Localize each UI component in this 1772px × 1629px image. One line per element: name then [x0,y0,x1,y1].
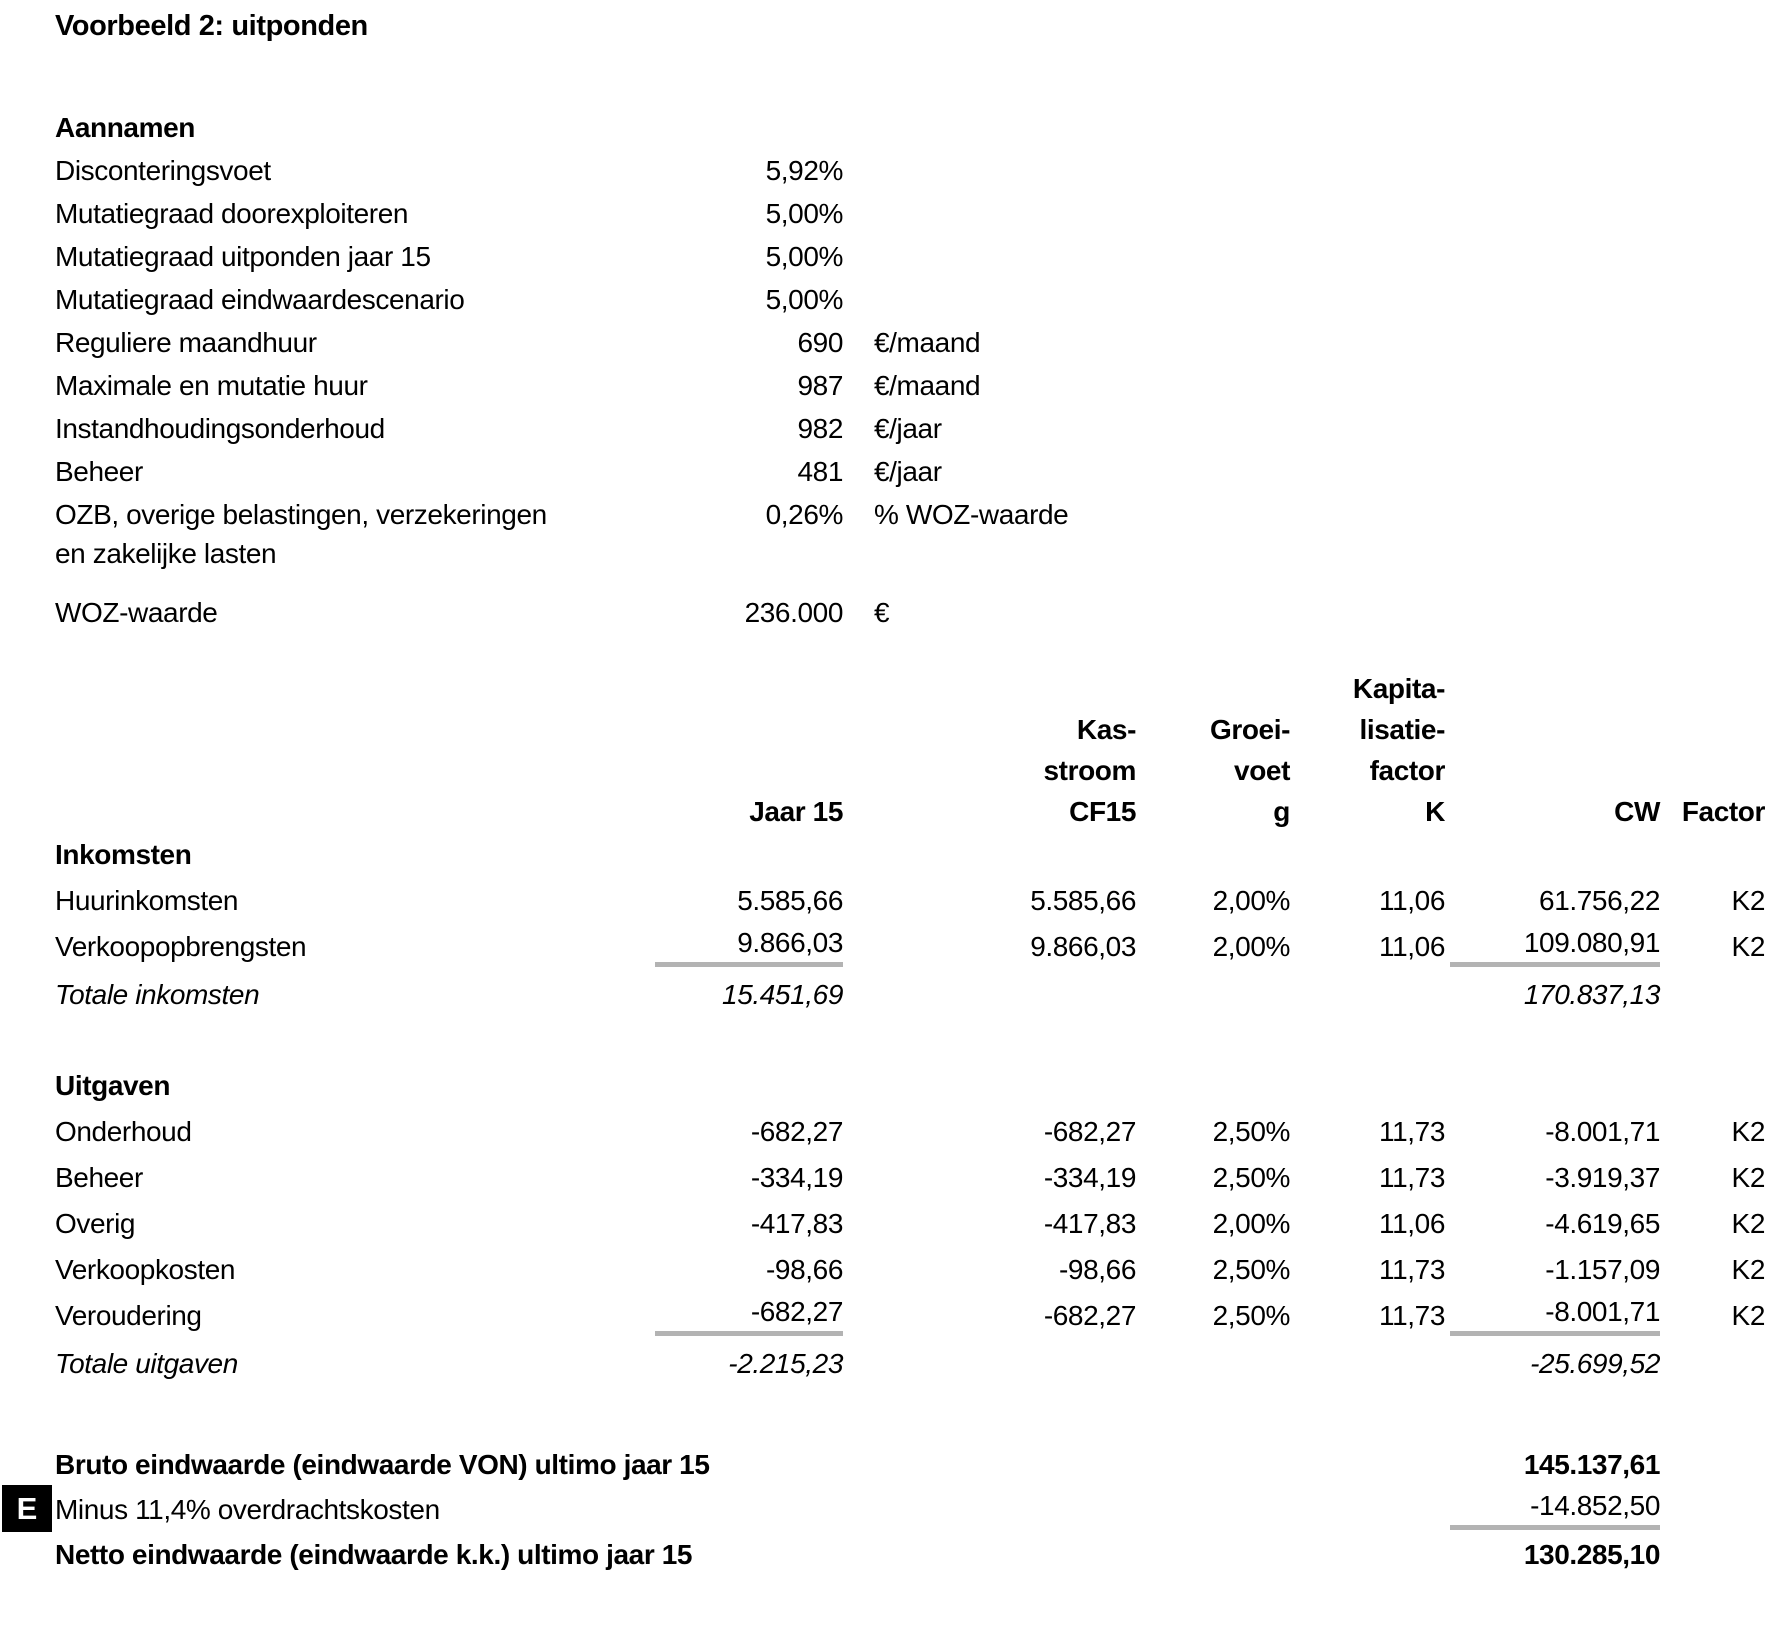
cell-factor: K2 [1731,1208,1765,1239]
cell-g: 2,00% [1212,931,1290,962]
expenses-total-row [55,1339,1765,1388]
cell-jaar15: 9.866,03 [655,927,843,967]
assumption-label: Maximale en mutatie huur [55,369,368,401]
assumption-unit: €/jaar [874,412,942,444]
cell-cw: -4.619,65 [1545,1208,1660,1239]
row-label: Verkoopopbrengsten [55,931,307,962]
row-label: Veroudering [55,1300,202,1331]
summary-label: Minus 11,4% overdrachtskosten [55,1493,440,1525]
assumption-value: 690 [797,326,843,358]
assumption-value: 987 [797,369,843,401]
table-row [55,878,1765,924]
assumption-value: 982 [797,412,843,444]
assumption-label: OZB, overige belastingen, verzekeringen [55,498,547,530]
row-label: Beheer [55,1162,143,1193]
header-groeivoet-2: voet [1234,754,1290,786]
header-g: g [1273,795,1290,827]
cell-factor: K2 [1731,885,1765,916]
total-cw: -25.699,52 [1530,1347,1660,1379]
assumption-label: Reguliere maandhuur [55,326,317,358]
cell-k: 11,06 [1379,885,1445,916]
row-label: Huurinkomsten [55,885,239,916]
annotation-marker-e: E [2,1485,52,1532]
header-cf15: CF15 [1069,795,1136,827]
header-cw: CW [1614,795,1660,827]
cell-factor: K2 [1731,1300,1765,1331]
cell-k: 11,73 [1379,1116,1445,1147]
assumption-row [55,407,1765,450]
spacer [55,52,1765,106]
table-row [55,1155,1765,1201]
cell-k: 11,73 [1379,1300,1445,1331]
cell-g: 2,50% [1212,1116,1290,1147]
spacer [55,634,1765,668]
cell-factor: K2 [1731,931,1765,962]
assumption-row [55,278,1765,321]
header-kasstroom-2: stroom [1043,754,1136,786]
table-row [55,1247,1765,1293]
assumption-unit: €/jaar [874,455,942,487]
summary-label: Netto eindwaarde (eindwaarde k.k.) ultimo jaar 15 [55,1538,693,1570]
summary-value: 145.137,61 [1523,1448,1660,1480]
row-label: Verkoopkosten [55,1254,236,1285]
woz-unit: € [874,596,890,628]
header-kapitalisatie-2: lisatie- [1359,713,1445,745]
assumption-row [55,321,1765,364]
total-jaar15: 15.451,69 [722,978,843,1010]
header-kapitalisatie-1: Kapita- [1352,672,1445,704]
cell-cf15: -682,27 [1043,1116,1136,1147]
assumption-row [55,235,1765,278]
assumption-row [55,493,1765,536]
summary-value: 130.285,10 [1523,1538,1660,1570]
table-header-line2 [55,709,1765,750]
cell-jaar15: -334,19 [750,1162,843,1193]
cell-g: 2,50% [1212,1254,1290,1285]
assumption-unit: €/maand [874,369,981,401]
table-header-line3 [55,750,1765,791]
table-row [55,1293,1765,1339]
cell-cw: -3.919,37 [1545,1162,1660,1193]
row-label: Onderhoud [55,1116,192,1147]
cell-k: 11,73 [1379,1254,1445,1285]
cell-factor: K2 [1731,1162,1765,1193]
assumption-value: 5,00% [765,240,843,272]
assumption-value: 0,26% [765,498,843,530]
cell-k: 11,06 [1379,931,1445,962]
cell-cf15: 9.866,03 [1030,931,1136,962]
row-label: Overig [55,1208,136,1239]
summary-row-minus [16,1487,1765,1532]
assumption-row [55,450,1765,493]
cell-jaar15: -98,66 [766,1254,843,1285]
assumption-value: 481 [797,455,843,487]
cell-jaar15: -682,27 [655,1296,843,1336]
page-title: Voorbeeld 2: uitponden [55,10,368,42]
cell-g: 2,50% [1212,1162,1290,1193]
cell-factor: K2 [1731,1116,1765,1147]
table-row [55,1201,1765,1247]
assumption-label: Mutatiegraad eindwaardescenario [55,283,465,315]
cell-k: 11,73 [1379,1162,1445,1193]
cell-g: 2,00% [1212,885,1290,916]
woz-label: WOZ-waarde [55,596,218,628]
cell-jaar15: 5.585,66 [737,885,843,916]
header-groeivoet-1: Groei- [1209,713,1290,745]
summary-row-bruto [55,1442,1765,1487]
header-kapitalisatie-3: factor [1369,754,1445,786]
assumption-unit: % WOZ-waarde [874,498,1069,530]
assumption-row [55,149,1765,192]
table-row [55,924,1765,970]
income-total-row [55,970,1765,1019]
assumption-label: Instandhoudingsonderhoud [55,412,385,444]
cell-cw: -8.001,71 [1545,1116,1660,1147]
header-k: K [1425,795,1445,827]
cell-g: 2,50% [1212,1300,1290,1331]
assumption-label: Mutatiegraad doorexploiteren [55,197,409,229]
total-label: Totale inkomsten [55,978,260,1010]
total-label: Totale uitgaven [55,1347,238,1379]
assumption-label: Mutatiegraad uitponden jaar 15 [55,240,431,272]
cell-cf15: -334,19 [1043,1162,1136,1193]
assumption-label: Disconteringsvoet [55,154,271,186]
assumption-row [55,364,1765,407]
cell-cf15: 5.585,66 [1030,885,1136,916]
cell-k: 11,06 [1379,1208,1445,1239]
cell-g: 2,00% [1212,1208,1290,1239]
woz-value: 236.000 [744,596,843,628]
expenses-section [55,1063,1765,1109]
cell-cf15: -682,27 [1043,1300,1136,1331]
summary-row-netto [55,1532,1765,1577]
header-jaar15: Jaar 15 [749,795,843,827]
cell-cw: -1.157,09 [1545,1254,1660,1285]
cell-cw: 61.756,22 [1539,885,1660,916]
cell-cf15: -417,83 [1043,1208,1136,1239]
table-header-line4 [55,791,1765,832]
assumption-row [55,192,1765,235]
summary-label: Bruto eindwaarde (eindwaarde VON) ultimo jaar 15 [55,1448,710,1480]
assumption-value: 5,92% [765,154,843,186]
assumption-value: 5,00% [765,197,843,229]
assumption-label-line2: en zakelijke lasten [55,538,277,569]
income-section [55,832,1765,878]
spacer [55,1388,1765,1442]
assumptions-heading: Aannamen [55,112,195,143]
cell-jaar15: -682,27 [750,1116,843,1147]
header-kasstroom-1: Kas- [1076,713,1136,745]
cell-jaar15: -417,83 [750,1208,843,1239]
cell-cf15: -98,66 [1059,1254,1136,1285]
cell-cw: -8.001,71 [1450,1296,1660,1336]
cell-cw: 109.080,91 [1450,927,1660,967]
assumption-label: Beheer [55,455,143,487]
summary-value: -14.852,50 [1450,1490,1660,1530]
cell-factor: K2 [1731,1254,1765,1285]
assumption-unit: €/maand [874,326,981,358]
spacer [55,579,1765,591]
income-heading: Inkomsten [55,839,192,870]
spacer [55,1019,1765,1063]
assumption-value: 5,00% [765,283,843,315]
total-cw: 170.837,13 [1523,978,1660,1010]
woz-row [55,591,1765,634]
total-jaar15: -2.215,23 [728,1347,843,1379]
header-factor: Factor [1681,795,1765,827]
table-header-line1 [55,668,1765,709]
table-row [55,1109,1765,1155]
expenses-heading: Uitgaven [55,1070,171,1101]
